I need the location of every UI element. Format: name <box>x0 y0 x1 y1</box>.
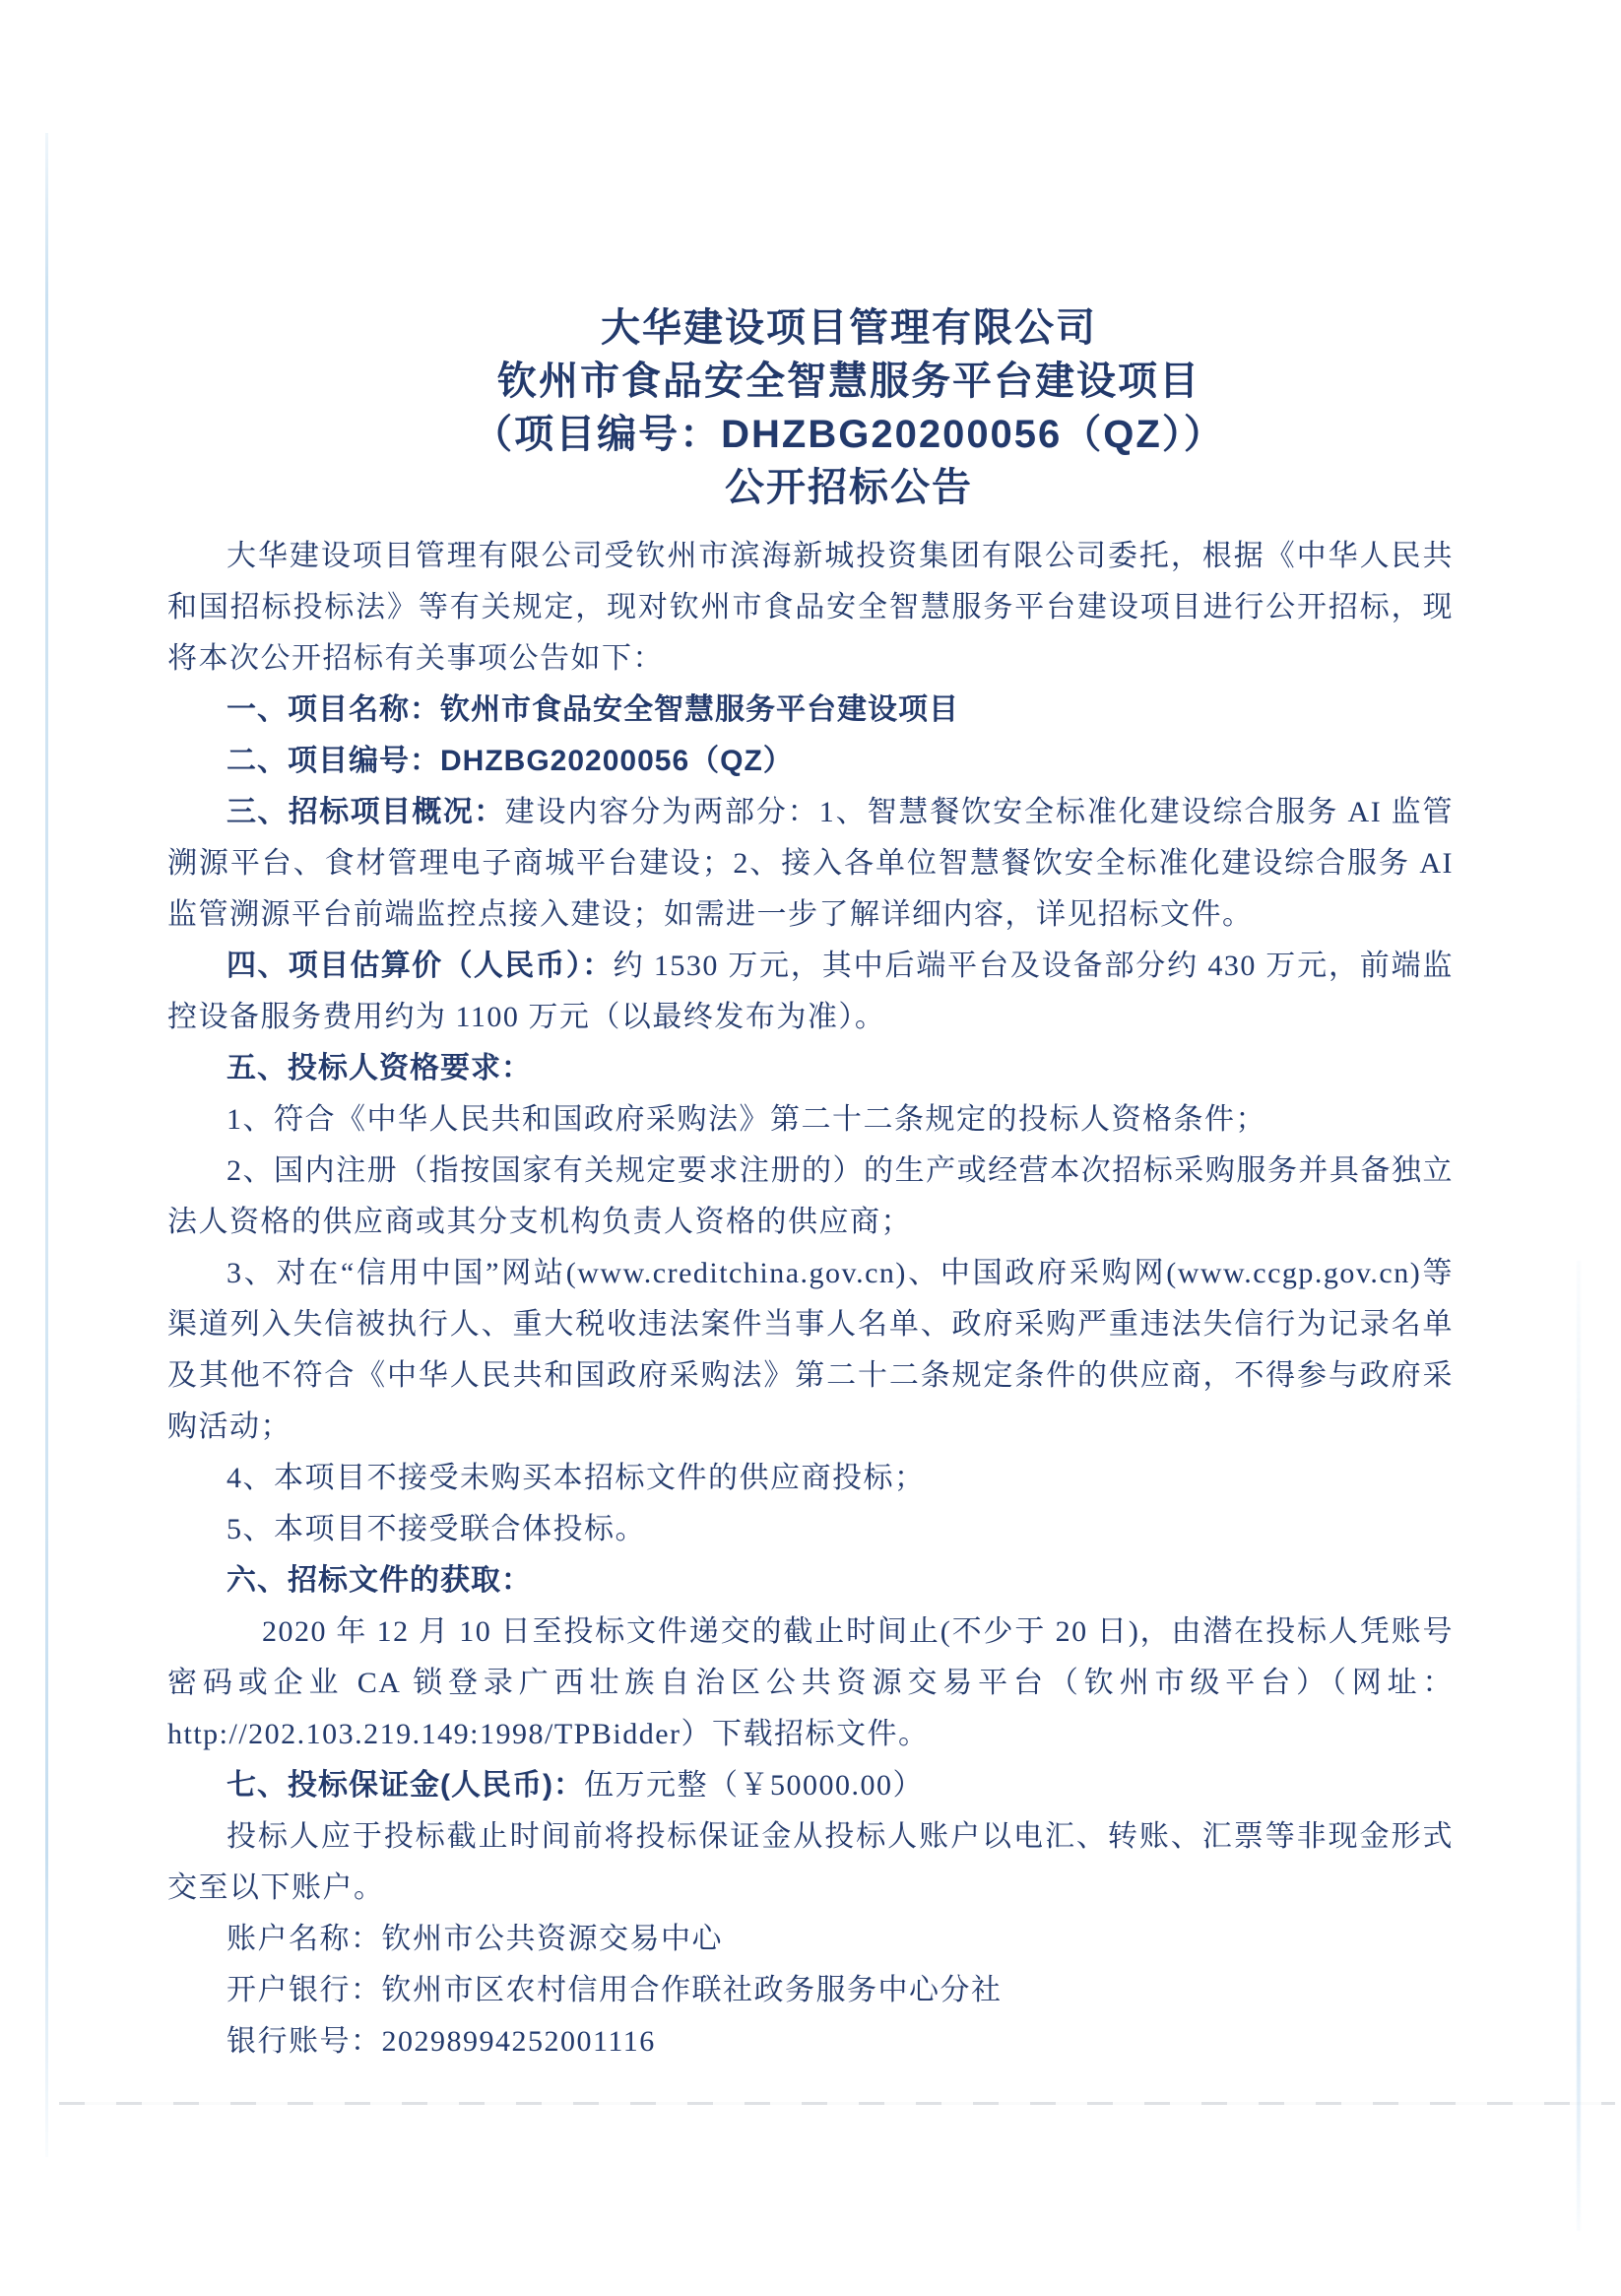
section-1-project-name: 一、项目名称：钦州市食品安全智慧服务平台建设项目 <box>227 693 959 726</box>
qualification-item-3: 3、对在“信用中国”网站(www.creditchina.gov.cn)、中国政府采购网(www.ccgp.gov.cn)等渠道列入失信被执行人、重大税收违法案件当事人名单、政府采购严重违法失信行为记录名单及其他不符合《中华人民共和国政府采购法》第二十二条规定条件的供应商，不得参与政府采购活动； <box>167 1257 1454 1443</box>
section-5-bidder-qualifications: 五、投标人资格要求： <box>227 1052 532 1084</box>
title-company-name: 大华建设项目管理有限公司 <box>601 306 1097 350</box>
qualification-item-4: 4、本项目不接受未购买本招标文件的供应商投标； <box>227 1462 926 1494</box>
bank-account-number-line: 银行账号：20298994252001116 <box>227 2025 656 2058</box>
section-2-project-number: 二、项目编号：DHZBG20200056（QZ） <box>227 745 794 777</box>
scan-artifact-right-line <box>1577 1261 1581 2231</box>
document-content <box>167 301 1454 2067</box>
section-4-estimated-price: 四、项目估算价（人民币）：约 1530 万元，其中后端平台及设备部分约 430 万元，前端监控设备服务费用约为 1100 万元（以最终发布为准）。 <box>167 950 1455 1033</box>
scan-artifact-left-line <box>45 133 48 2157</box>
title-announcement-type: 公开招标公告 <box>725 466 973 509</box>
qualification-item-5: 5、本项目不接受联合体投标。 <box>227 1513 646 1545</box>
bank-name-line: 开户银行：钦州市区农村信用合作联社政务服务中心分社 <box>227 1974 1003 2006</box>
document-body <box>167 531 1454 2067</box>
qualification-item-2: 2、国内注册（指按国家有关规定要求注册的）的生产或经营本次招标采购服务并具备独立法人资格的供应商或其分支机构负责人资格的供应商； <box>167 1154 1454 1238</box>
title-project-number: （项目编号：DHZBG20200056（QZ）） <box>473 413 1225 456</box>
paragraph-intro: 大华建设项目管理有限公司受钦州市滨海新城投资集团有限公司委托，根据《中华人民共和国招标投标法》等有关规定，现对钦州市食品安全智慧服务平台建设项目进行公开招标，现将本次公开招标有关事项公告如下： <box>167 540 1454 675</box>
document-acquisition-details: 2020 年 12 月 10 日至投标文件递交的截止时间止(不少于 20 日)，由潜在投标人凭账号密码或企业 CA 锁登录广西壮族自治区公共资源交易平台（钦州市级平台）（网址：http://202.103.219.149:1998/TPBidder）下载招标文件。 <box>167 1615 1454 1750</box>
section-6-document-acquisition: 六、招标文件的获取： <box>227 1564 532 1597</box>
bid-bond-payment-instructions: 投标人应于投标截止时间前将投标保证金从投标人账户以电汇、转账、汇票等非现金形式交至以下账户。 <box>167 1820 1454 1904</box>
document-title-block <box>167 301 1454 514</box>
account-name-line: 账户名称：钦州市公共资源交易中心 <box>227 1923 723 1955</box>
section-7-bid-bond: 七、投标保证金(人民币)：伍万元整（￥50000.00） <box>227 1769 924 1802</box>
scan-artifact-bottom-streak <box>59 2102 1615 2105</box>
qualification-item-1: 1、符合《中华人民共和国政府采购法》第二十二条规定的投标人资格条件； <box>227 1103 1266 1136</box>
title-project-name: 钦州市食品安全智慧服务平台建设项目 <box>497 360 1200 403</box>
section-3-project-overview: 三、招标项目概况：建设内容分为两部分：1、智慧餐饮安全标准化建设综合服务 AI 监管溯源平台、食材管理电子商城平台建设；2、接入各单位智慧餐饮安全标准化建设综合服务 AI 监管溯源平台前端监控点接入建设；如需进一步了解详细内容，详见招标文件。 <box>167 796 1454 931</box>
